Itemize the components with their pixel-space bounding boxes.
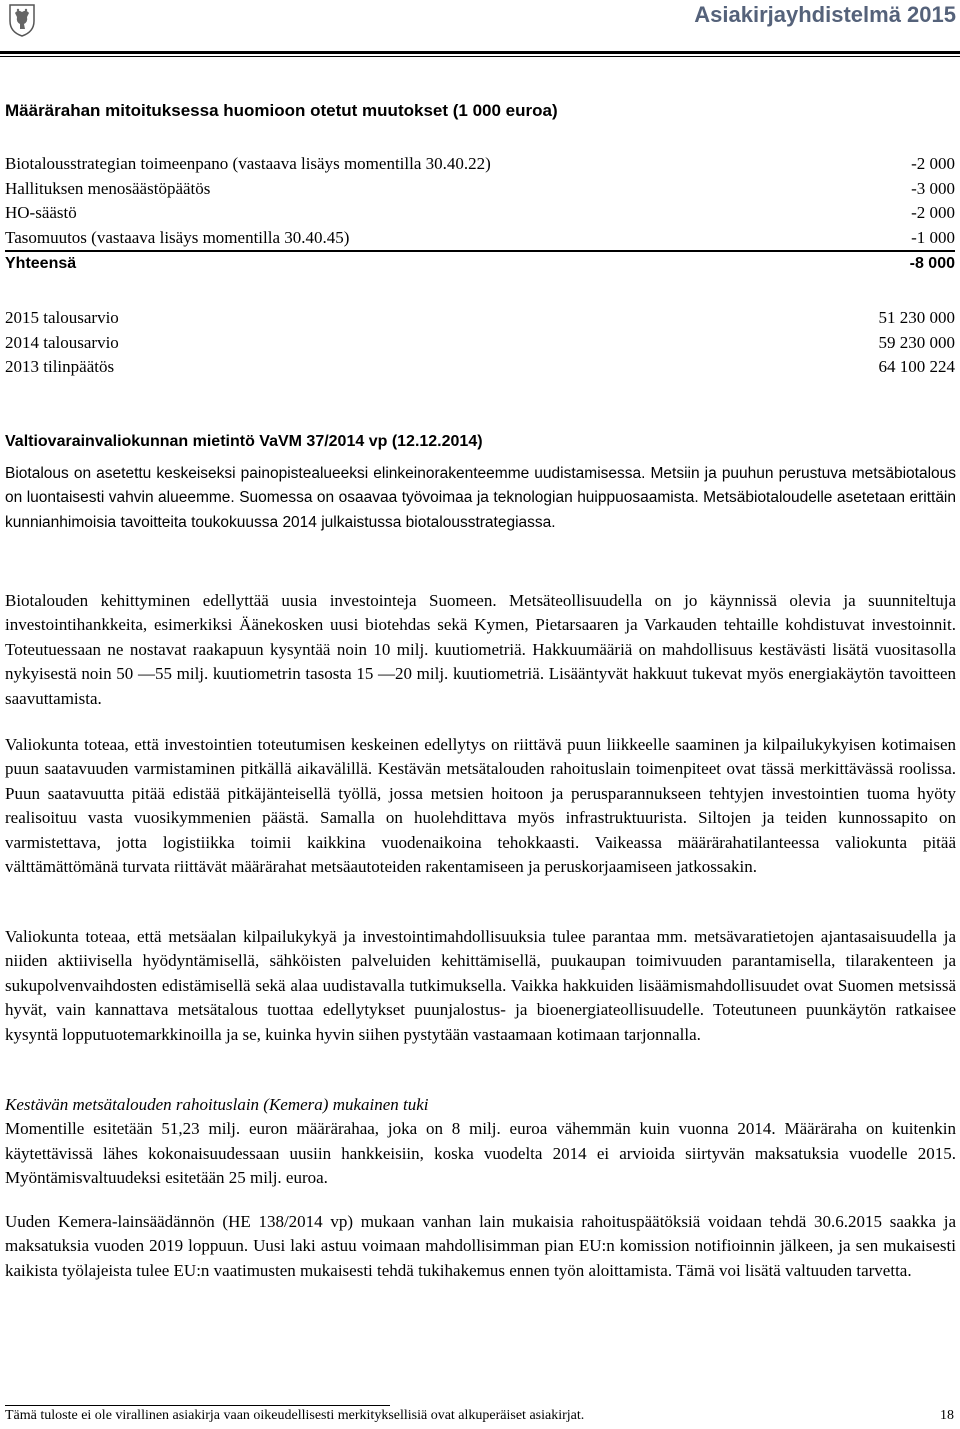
paragraph: Valiokunta toteaa, että investointien toteutumisen keskeinen edellytys on riittävä puun liikkeelle saaminen ja kilpailukykyisen kotimaisen puun saatavuuden varmistaminen pitkällä aikavälillä. Kestävän metsätalouden rahoituslain toimenpiteet ovat tässä merkittävässä roolissa. Puun saatavuutta pitää edistää pitkäjänteisellä työllä, jossa metsien hoitoon ja perusparannukseen tehtyjen investointien tuoma hyöty realisoituu vasta vuosikymmenien päästä. Samalla on huolehdittava myös infrastruktuurista. Siltojen ja teiden kunnossapito on varmistettava, jotta logistiikka toimii kaikkina vuodenaikoina tehokkaasti. Vaikeassa määrärahatilanteessa valiokunta pitää välttämättömänä turvata riittävät määrärahat metsäautoteiden rakentamiseen ja peruskorjaamiseen jatkossakin. <box>5 735 956 877</box>
document-header-title: Asiakirjayhdistelmä 2015 <box>694 2 956 27</box>
changes-table <box>5 152 955 277</box>
budget-value: 51 230 000 <box>878 308 955 327</box>
table-row <box>5 226 955 251</box>
kemera-section <box>5 1093 956 1191</box>
footer-divider <box>5 1405 390 1406</box>
budget-row <box>5 331 955 356</box>
header-divider-thin <box>0 56 960 57</box>
table-row <box>5 201 955 226</box>
paragraph: Biotalouden kehittyminen edellyttää uusia investointeja Suomeen. Metsäteollisuudella on jo käynnissä olevia ja suunniteltuja investointihankkeita, esimerkiksi Äänekosken uusi biotehdas sekä Kymen, Pietarsaaren ja Varkauden tehtaille kohdistuvat investoinnit. Toteutuessaan ne nostavat raakapuun kysyntää noin 10 milj. kuutiometriä. Hakkuumääriä on mahdollisuus kestävästi lisätä vuositasolla nykyisestä noin 50 —55 milj. kuutiometrin tasosta 15 —20 milj. kuutiometriä. Lisääntyvät hakkuut tukevat myös energiakäytön tavoitteen saavuttamista. <box>5 591 956 708</box>
header-divider <box>0 51 960 54</box>
budget-value: 64 100 224 <box>878 357 955 376</box>
coat-of-arms-icon <box>8 3 36 37</box>
total-label: Yhteensä <box>5 255 77 272</box>
row-value: -1 000 <box>911 227 955 247</box>
budget-label: 2013 tilinpäätös <box>5 357 115 376</box>
row-value: -2 000 <box>911 154 955 173</box>
total-value: -8 000 <box>909 255 955 272</box>
budget-row <box>5 306 955 331</box>
section-title: Määrärahan mitoituksessa huomioon otetut muutokset (1 000 euroa) <box>5 101 558 120</box>
paragraph: Uuden Kemera-lainsäädännön (HE 138/2014 vp) mukaan vanhan lain mukaisia rahoituspäätöksiä voidaan tehdä 30.6.2015 saakka ja maksatuksia vuoden 2019 loppuun. Uusi laki astuu voimaan mahdollisimman pian EU:n komission notifioinnin jälkeen, ja sen mukaisesti kaikista työlajeista tulee EU:n vaatimusten mukaisesti tehdä tukihakemus ennen työn aloittamista. Tämä voi lisätä valtuuden tarvetta. <box>5 1212 956 1280</box>
row-label: Tasomuutos (vastaava lisäys momentilla 30.40.45) <box>5 227 350 247</box>
table-row <box>5 152 955 177</box>
committee-heading: Valtiovarainvaliokunnan mietintö VaVM 37/2014 vp (12.12.2014) <box>5 433 483 450</box>
budget-value: 59 230 000 <box>878 332 955 352</box>
budget-summary <box>5 306 955 380</box>
budget-row <box>5 355 955 380</box>
paragraph: Valiokunta toteaa, että metsäalan kilpailukykyä ja investointimahdollisuuksia tulee parantaa mm. metsävaratietojen ajantasaisuudella ja niiden aktiivisella hyödyntämisellä, sähköisten palveluiden kehittämisellä, puukaupan toimivuuden parantamisella, tilarakenteen ja sukupolvenvaihdosten edistämisellä sekä alaa uudistavalla tutkimuksella. Vaikka hakkuiden lisäämismahdollisuudet ovat Suomen metsissä hyvät, vain kannattava metsätalous tuottaa edellytykset puunjalostus- ja bioenergiateollisuudelle. Toteutuneen puunkäytön ratkaisee kysyntä lopputuotemarkkinoilla ja se, kuinka hyvin siihen pystytään vastaamaan kotimaan tarjonnalla. <box>5 927 956 1044</box>
row-value: -2 000 <box>911 203 955 222</box>
row-value: -3 000 <box>911 178 955 198</box>
total-row <box>5 250 955 277</box>
paragraph: Momentille esitetään 51,23 milj. euron määrärahaa, joka on 8 milj. euroa vähemmän kuin vuonna 2014. Määräraha on kuitenkin käytettävissä lähes kokonaisuudessaan uusiin hankkeisiin, koska vuodelta 2014 ei arvioida siirtyvän maksatuksia vuodelle 2015. Myöntämisvaltuudeksi esitetään 25 milj. euroa. <box>5 1119 956 1188</box>
paragraph: Biotalous on asetettu keskeiseksi painopistealueeksi elinkeinorakenteemme uudistamisessa. Metsiin ja puuhun perustuva metsäbiotalous on luontaisesti vahvin alueemme. Suomessa on osaavaa työvoimaa ja teknologian huippuosaamista. Metsäbiotaloudelle asetetaan erittäin kunnianhimoisia tavoitteita toukokuussa 2014 julkaistussa biotalousstrategiassa. <box>5 465 956 531</box>
table-row <box>5 177 955 202</box>
budget-label: 2014 talousarvio <box>5 332 119 352</box>
kemera-subheading: Kestävän metsätalouden rahoituslain (Kemera) mukainen tuki <box>5 1095 429 1114</box>
page-number: 18 <box>940 1408 954 1423</box>
footer-note: Tämä tuloste ei ole virallinen asiakirja vaan oikeudellisesti merkityksellisiä ovat alkuperäiset asiakirjat. <box>5 1408 585 1423</box>
row-label: Hallituksen menosäästöpäätös <box>5 178 211 198</box>
row-label: HO-säästö <box>5 203 77 222</box>
row-label: Biotalousstrategian toimeenpano (vastaava lisäys momentilla 30.40.22) <box>5 154 491 173</box>
budget-label: 2015 talousarvio <box>5 308 119 327</box>
